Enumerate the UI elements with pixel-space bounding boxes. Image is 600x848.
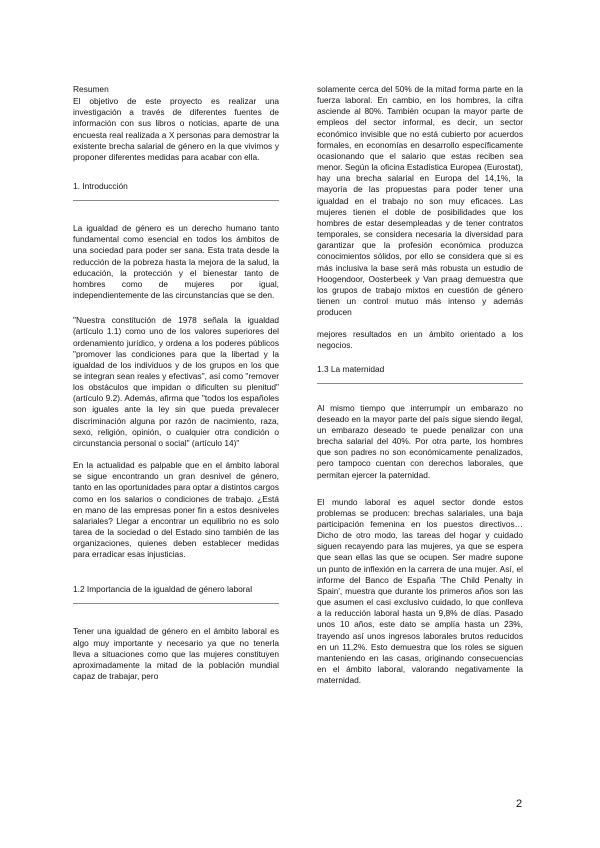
intro-paragraph-2: "Nuestra constitución de 1978 señala la igualdad (artículo 1.1) como uno de los valores superiores del ordenamiento jurídico, y ordena a los poderes públicos "promover las condiciones para que la libertad y la igualdad de los individuos y de los grupos en los que se integran sean reales y efectivas", así como "remover los obstáculos que impidan o dificulten su plenitud" (artículo 9.2). Además, afirma que "todos los españoles son iguales ante la ley sin que pueda prevalecer discriminación alguna por razón de nacimiento, raza, sexo, religión, opinión, o cualquier otra condición o circunstancia personal o social" (artículo 14)" (73, 315, 279, 448)
intro-paragraph-3: En la actualidad es palpable que en el ámbito laboral se sigue encontrando un gran desnivel de género, tanto en las oportunidades para optar a distintos cargos como en los salarios o condiciones de trabajo. ¿Está en mano de las empresas poner fin a estos desniveles salariales? Llegar a encontrar un equilibrio no es solo tarea de la sociedad o del Estado sino también de las organizaciones, quienes deben establecer medidas para erradicar esas injusticias. (73, 460, 279, 560)
maternity-paragraph-2: El mundo laboral es aquel sector donde estos problemas se producen: brechas salariales, una baja participación femenina en los puestos directivos… Dicho de otro modo, las tareas del hogar y cuidado siguen recayendo para las mujeres, ya que se espera que sean ellas las que se ocupen. Ser madre supone un punto de inflexión en la carrera de una mujer. Así, el informe del Banco de España 'The Child Penalty in Spain', muestra que durante los primeros años son las que asumen el casi exclusivo cuidado, lo que conlleva a la reducción laboral hasta un 9,8% de días. Pasado unos 10 años, este dato se amplía hasta un 23%, trayendo así unos ingresos laborales brutos reducidos en un 11,2%. Esto demuestra que los roles se siguen manteniendo en las casas, originando consecuencias en el ámbito laboral, valorando negativamente la maternidad. (317, 496, 523, 686)
section-heading-introduction: 1. Introducción (73, 181, 128, 192)
left-column (73, 84, 279, 682)
maternity-paragraph-1: Al mismo tiempo que interrumpir un embarazo no deseado en la mayor parte del país sigue siendo ilegal, un embarazo deseado te puede penalizar con una brecha salarial del 40%. Por otra parte, los hombres que son padres no son económicamente penalizados, pero tampoco cuentan con derechos laborales, que permitan ejercer la paternidad. (317, 402, 523, 480)
right-column (317, 84, 523, 686)
abstract-title: Resumen (73, 84, 109, 94)
page-number: 2 (516, 798, 523, 810)
continued-paragraph-end: mejores resultados en un ámbito orientado a los negocios. (317, 329, 523, 351)
section-heading-importance: 1.2 Importancia de la igualdad de género laboral (73, 584, 253, 595)
continued-paragraph: solamente cerca del 50% de la mitad forma parte en la fuerza laboral. En cambio, en los hombres, la cifra asciende al 80%. También ocupan la mayor parte de empleos del sector informal, es decir, un sector económico invisible que no está cubierto por acuerdos formales, en economías en desarrollo específicamente ocasionando que el salario que estas reciben sea menor. Según la oficina Estadística Europea (Eurostat), hay una brecha salarial en Europa del 14,1%, la mayoría de las propuestas para poder tener una igualdad en el trabajo no son muy eficaces. Las mujeres tienen el doble de posibilidades que los hombres de estar desempleadas y de tener contratos temporales, se considera necesaria la diversidad para garantizar que la profesión económica produzca conocimientos sólidos, por ello se considera que si es más inclusiva la base será más robusta un estudio de Hoogendoor, Oosterbeek y Van praag demuestra que los grupos de trabajo mixtos en cuestión de género tienen un control mutuo más intenso y además producen (317, 84, 523, 318)
abstract-text: El objetivo de este proyecto es realizar una investigación a través de diferentes fuentes de información con sus libros o noticias, aparte de una encuesta real realizada a X personas para demostrar la existente brecha salarial de género en la que vivimos y proponer diferentes medidas para acabar con ella. (73, 96, 279, 162)
importance-paragraph-1: Tener una igualdad de género en el ámbito laboral es algo muy importante y necesario ya que no tenerla lleva a situaciones como que las mujeres constituyen aproximadamente la mitad de la población mundial capaz de trabajar, pero (73, 626, 279, 682)
intro-paragraph-1: La igualdad de género es un derecho humano tanto fundamental como esencial en todos los ámbitos de una sociedad para poder ser sana. Esta trata desde la reducción de la pobreza hasta la mejora de la salud, la educación, la protección y el bienestar tanto de hombres como de mujeres por igual, independientemente de las circunstancias que se den. (73, 223, 279, 301)
section-heading-maternity: 1.3 La maternidad (317, 363, 385, 374)
